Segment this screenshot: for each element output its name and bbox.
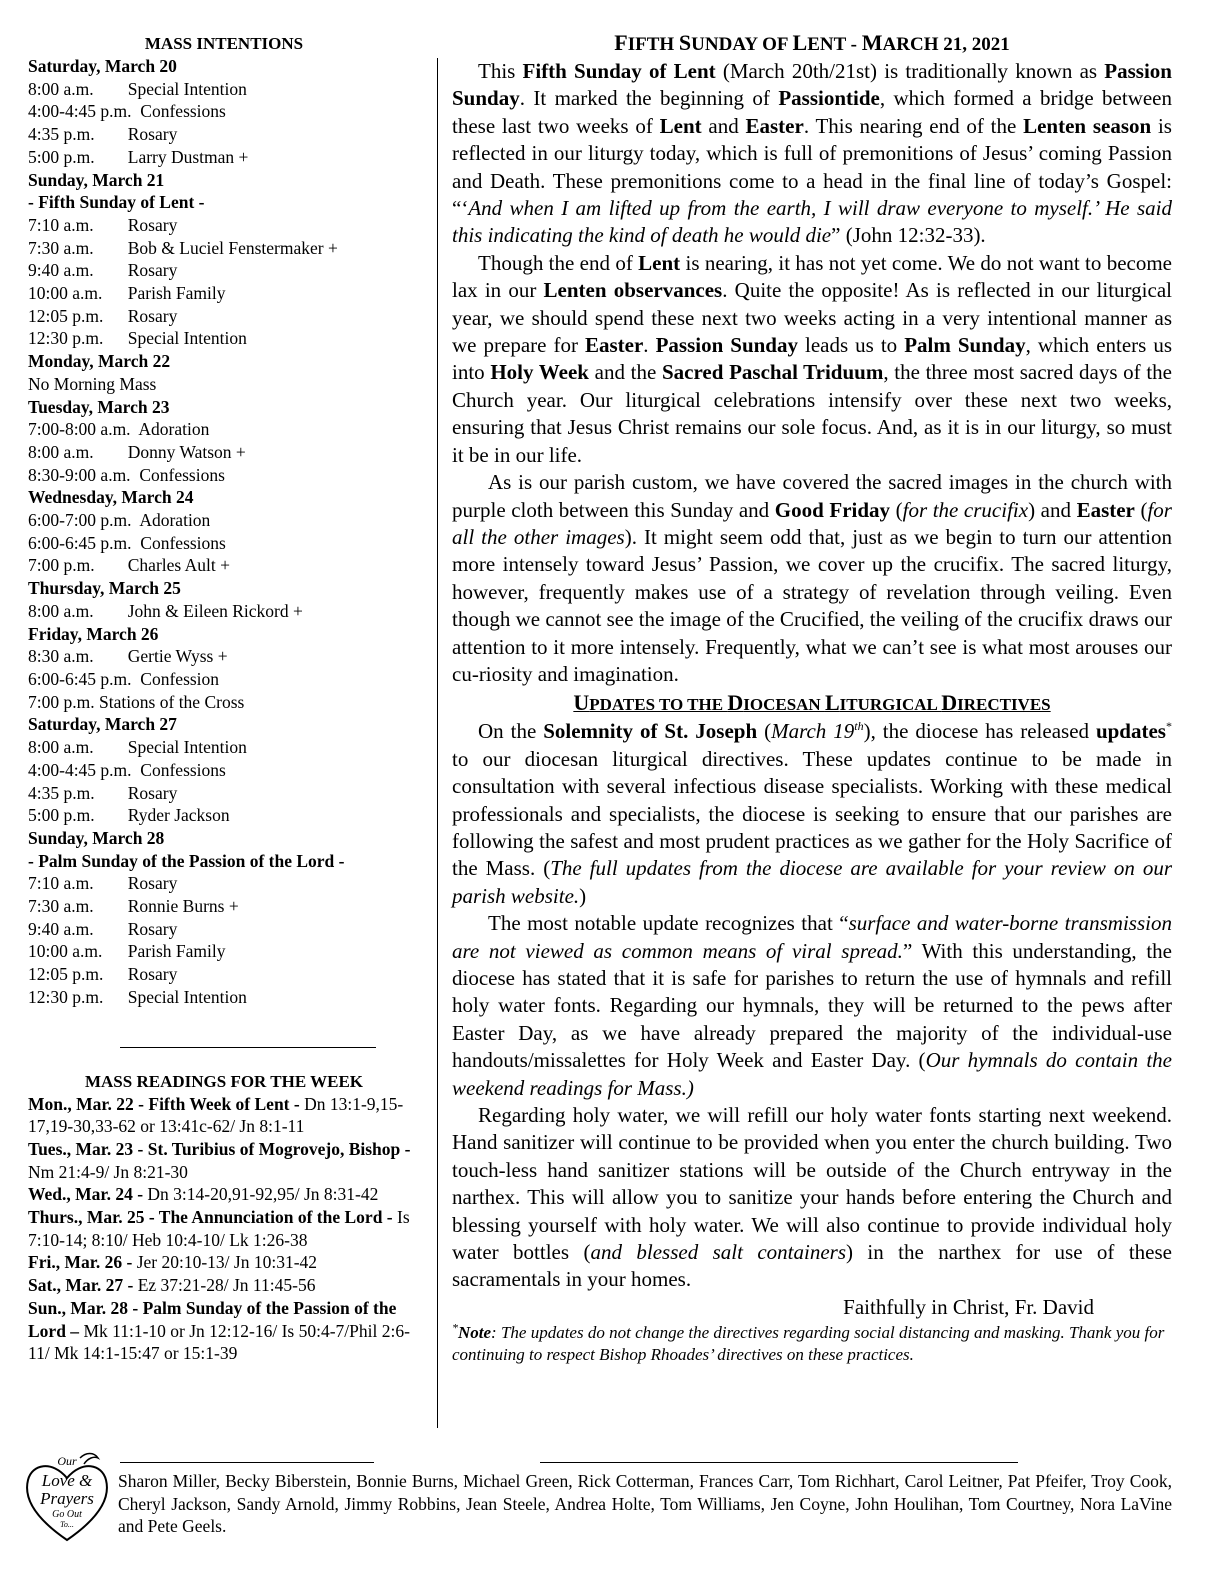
- intention-text: Special Intention: [127, 78, 247, 99]
- bold-text: Passion Sunday: [452, 59, 1172, 111]
- reading-day: Tues., Mar. 23 - St. Turibius of Mogrovejo, Bishop -: [28, 1138, 411, 1159]
- text-run: and the: [588, 360, 662, 385]
- day-heading: Saturday, March 27: [28, 714, 177, 735]
- intention-text: Special Intention: [127, 328, 247, 349]
- intention-text: Confessions: [139, 464, 225, 485]
- mass-intention-row: [28, 918, 420, 941]
- intention-text: Rosary: [127, 782, 178, 803]
- text-run: (: [890, 497, 903, 522]
- heading-part: IOCESAN: [743, 695, 825, 715]
- mass-intention-row: [28, 169, 420, 192]
- intention-text: Confessions: [140, 532, 226, 553]
- intention-time: 6:00-7:00 p.m.: [28, 510, 132, 531]
- text-run: ” With this understanding, the diocese has stated that it is safe for parishes to return the use of hymnals and refill holy water fonts. Regarding our hymnals, they will be returned to the pews after Easter Day, as we have already prepared the majority of the individual-use handouts/missalettes for Holy Week and Easter Day. (: [452, 938, 1172, 1073]
- italic-text: for the crucifix: [902, 497, 1029, 522]
- reading-day: Sat., Mar. 27 -: [28, 1275, 138, 1296]
- mass-intention-row: [28, 396, 420, 419]
- reading-item: [28, 1093, 420, 1138]
- intention-text: Donny Watson +: [127, 441, 246, 462]
- mass-intention-row: [28, 123, 420, 146]
- mass-intention-row: [28, 78, 420, 101]
- reading-day: Thurs., Mar. 25 - The Annunciation of the Lord -: [28, 1207, 398, 1228]
- intention-time: 8:00 a.m.: [28, 600, 94, 621]
- text-run: Regarding holy water, we will refill our holy water fonts starting next weekend. Hand sanitizer will continue to be provided when you enter the church building. Two touch-less hand sanitizer stations will be outside of the Church entryway in the narthex. This will allow you to sanitize your hands before entering the Church and blessing yourself with holy water. We will also continue to provide individual holy water bottles (: [452, 1103, 1172, 1265]
- reading-citations: Nm 21:4-9/ Jn 8:21-30: [28, 1161, 188, 1182]
- mass-intention-row: [28, 782, 420, 805]
- intention-time: 8:30 a.m.: [28, 646, 94, 667]
- footnote: [452, 1322, 1172, 1366]
- reading-citations: Dn 13:1-9,15-17,19-30,33-62 or 13:41c-62/ Jn 8:1-11: [28, 1093, 404, 1137]
- intention-text: Rosary: [127, 918, 178, 939]
- heading-part: U: [573, 690, 590, 716]
- footnote-label: Note: [458, 1322, 492, 1342]
- intention-time: 7:10 a.m.: [28, 214, 94, 235]
- intention-text: Gertie Wyss +: [127, 646, 228, 667]
- mass-intention-row: [28, 464, 420, 487]
- mass-readings-list: [28, 1093, 420, 1365]
- intention-time: 12:05 p.m.: [28, 964, 104, 985]
- intention-text: Larry Dustman +: [127, 146, 249, 167]
- logo-word: Go Out: [52, 1509, 82, 1520]
- intention-time: 7:00 p.m.: [28, 555, 95, 576]
- mass-intention-row: [28, 645, 420, 668]
- footnote-text: : The updates do not change the directives regarding social distancing and masking. Thank you for continuing to respect Bishop Rhoades’ directives on these practices.: [452, 1322, 1165, 1364]
- bold-text: Holy Week: [490, 360, 589, 385]
- mass-intention-row: [28, 350, 420, 373]
- reading-day: Mon., Mar. 22 - Fifth Week of Lent -: [28, 1093, 305, 1114]
- superscript: *: [1165, 719, 1172, 734]
- reading-citations: Ez 37:21-28/ Jn 11:45-56: [137, 1275, 316, 1296]
- reading-citations: Is 7:10-14; 8:10/ Heb 10:4-10/ Lk 1:26-38: [28, 1207, 410, 1250]
- mass-intention-row: [28, 804, 420, 827]
- intention-time: 10:00 a.m.: [28, 283, 103, 304]
- heart-logo-icon: [22, 1448, 112, 1548]
- intention-time: 6:00-6:45 p.m.: [28, 532, 132, 553]
- italic-text: for all the other images: [452, 497, 1172, 549]
- reading-citations: Dn 3:14-20,91-92,95/ Jn 8:31-42: [147, 1184, 379, 1205]
- italic-text: And when I am lifted up from the earth, I will draw everyone to myself.’ He said this indicating the kind of death he would die: [452, 196, 1172, 248]
- mass-intention-row: [28, 850, 420, 873]
- mass-intention-row: [28, 691, 420, 714]
- mass-intention-row: [28, 55, 420, 78]
- mass-intention-row: [28, 827, 420, 850]
- section-divider: [120, 1047, 376, 1048]
- bold-text: Lent: [659, 113, 702, 138]
- mass-intention-row: [28, 532, 420, 555]
- intention-text: Rosary: [127, 964, 178, 985]
- reading-citations: Jer 20:10-13/ Jn 10:31-42: [136, 1252, 318, 1273]
- text-run: On the: [478, 719, 544, 744]
- column-divider: [437, 58, 438, 1428]
- bold-text: Easter: [584, 333, 644, 358]
- text-run: . It marked the beginning of: [519, 86, 779, 111]
- intention-text: Rosary: [127, 124, 178, 145]
- intention-text: Parish Family: [127, 283, 226, 304]
- text-run: This: [478, 59, 523, 83]
- intention-text: Ryder Jackson: [127, 805, 230, 826]
- intention-time: 4:00-4:45 p.m.: [28, 101, 132, 122]
- mass-intention-row: [28, 759, 420, 782]
- mass-intention-row: [28, 577, 420, 600]
- mass-intention-row: [28, 623, 420, 646]
- intention-time: 9:40 a.m.: [28, 260, 94, 281]
- paragraph: [452, 469, 1172, 688]
- day-heading: - Fifth Sunday of Lent -: [28, 192, 205, 213]
- reading-item: [28, 1297, 420, 1365]
- text-run: ). It might seem odd that, just as we begin to turn our attention more intensely toward Jesus’ Passion, we cover up the crucifix. The sacred liturgy, however, frequently makes use of a strategy of revelation through veiling. Even though we cannot see the image of the Crucified, the veiling of the crucifix draws our attention to it more intensely. Frequently, what we can’t see is what most arouses our cu-riosity and imagination.: [452, 524, 1172, 686]
- intention-time: 4:00-4:45 p.m.: [28, 759, 132, 780]
- mass-intention-row: [28, 600, 420, 623]
- bold-text: Passiontide: [778, 86, 880, 111]
- italic-text: Our hymnals do contain the weekend readings for Mass.): [452, 1048, 1173, 1100]
- intention-text: Parish Family: [127, 941, 226, 962]
- mass-intention-row: [28, 191, 420, 214]
- paragraph: [452, 58, 1172, 250]
- bold-text: updates: [1095, 719, 1166, 744]
- day-heading: Friday, March 26: [28, 623, 159, 644]
- heading-part: UNDAY OF: [691, 34, 793, 55]
- prayer-list: Sharon Miller, Becky Biberstein, Bonnie Burns, Michael Green, Rick Cotterman, Frances Carr, Tom Richhart, Carol Leitner, Pat Pfeifer, Troy Cook, Cheryl Jackson, Sandy Arnold, Jimmy Robbins, Jean Steele, Andrea Holte, Tom Williams, Jen Coyne, John Houlihan, Tom Courtney, Nora LaVine and Pete Geels.: [118, 1471, 1172, 1537]
- mass-intention-row: [28, 940, 420, 963]
- article-heading: [452, 30, 1172, 58]
- intention-text: Rosary: [127, 260, 178, 281]
- paragraph: [452, 718, 1172, 910]
- reading-item: [28, 1138, 420, 1183]
- reading-day: Fri., Mar. 26 -: [28, 1252, 137, 1273]
- intention-text: Rosary: [127, 873, 178, 894]
- text-run: , which formed a bridge between these last two weeks of: [452, 86, 1172, 138]
- heading-part: PDATES TO THE: [589, 695, 728, 715]
- reading-citations: Mk 11:1-10 or Jn 12:12-16/ Is 50:4-7/Phil 2:6-11/ Mk 14:1-15:47 or 15:1-39: [28, 1320, 410, 1364]
- italic-text: March 19: [771, 719, 855, 744]
- footnote-star: *: [452, 1320, 458, 1335]
- text-run: is reflected in our liturgy today, which is full of premonitions of Jesus’ coming Passion and Death. These premonitions come to a head in the final line of today’s Gospel: “‘: [452, 113, 1172, 221]
- text-run: is nearing, it has not yet come. We do not want to become lax in our: [452, 250, 1173, 303]
- day-heading: Tuesday, March 23: [28, 396, 170, 417]
- bold-text: Passion Sunday: [655, 333, 798, 358]
- text-run: . This nearing end of the: [803, 113, 1024, 138]
- intention-time: 12:05 p.m.: [28, 305, 104, 326]
- prayer-divider-right: [540, 1462, 1018, 1463]
- intention-time: 4:35 p.m.: [28, 124, 95, 145]
- mass-intention-row: [28, 305, 420, 328]
- paragraph: [452, 250, 1172, 469]
- bold-text: Easter: [1076, 497, 1135, 522]
- intention-text: Rosary: [127, 305, 178, 326]
- mass-intentions-list: [28, 55, 420, 1009]
- intention-time: 8:00 a.m.: [28, 441, 94, 462]
- text-run: to our diocesan liturgical directives. These updates continue to be made in consultation with several infectious disease specialists. Working with these medical professionals and specialists, the diocese is seeking to ensure that our parishes are following the safest and most prudent practices as we gather for the Holy Sacrifice of the Mass. (: [452, 746, 1172, 881]
- text-run: ), the diocese has released: [863, 719, 1096, 744]
- mass-intention-row: [28, 282, 420, 305]
- signoff: Faithfully in Christ, Fr. David: [843, 1294, 1094, 1319]
- heading-part: ITURGICAL: [839, 695, 942, 715]
- bold-text: Lenten season: [1023, 113, 1152, 138]
- reading-item: [28, 1206, 420, 1251]
- text-run: (: [1134, 497, 1148, 522]
- intention-time: 4:35 p.m.: [28, 782, 95, 803]
- mass-intention-row: [28, 963, 420, 986]
- bold-text: Lenten observances: [543, 278, 723, 303]
- mass-intention-row: [28, 373, 420, 396]
- day-heading: - Palm Sunday of the Passion of the Lord -: [28, 850, 345, 871]
- mass-intention-row: [28, 146, 420, 169]
- updates-heading: [452, 690, 1172, 718]
- intention-text: Confession: [140, 668, 220, 689]
- mass-intention-row: [28, 554, 420, 577]
- reading-item: [28, 1183, 420, 1206]
- intention-time: 8:00 a.m.: [28, 78, 94, 99]
- text-run: and: [701, 113, 746, 138]
- logo-word: To...: [60, 1520, 74, 1529]
- reading-item: [28, 1251, 420, 1274]
- intention-time: 8:30-9:00 a.m.: [28, 464, 131, 485]
- intention-time: 7:30 a.m.: [28, 237, 94, 258]
- intention-text: Special Intention: [127, 737, 247, 758]
- text-run: leads us to: [797, 333, 905, 358]
- intention-text: Special Intention: [127, 986, 247, 1007]
- intention-text: John & Eileen Rickord +: [127, 600, 303, 621]
- text-run: ) in the narthex for use of these sacramentals in your homes.: [452, 1240, 1172, 1292]
- text-run: ): [579, 883, 587, 908]
- heading-part: F: [614, 30, 628, 55]
- intention-time: 6:00-6:45 p.m.: [28, 668, 132, 689]
- bold-text: Easter: [745, 113, 804, 138]
- italic-text: The full updates from the diocese are available for your review on our parish website.: [452, 856, 1172, 908]
- mass-intention-row: [28, 713, 420, 736]
- prayer-divider-left: [120, 1462, 374, 1463]
- intention-time: 12:30 p.m.: [28, 986, 104, 1007]
- mass-intention-row: [28, 418, 420, 441]
- day-heading: Sunday, March 21: [28, 169, 165, 190]
- reading-day: Sun., Mar. 28 - Palm Sunday of the Passion of the Lord –: [28, 1297, 397, 1341]
- intention-time: 5:00 p.m.: [28, 146, 95, 167]
- mass-intention-row: [28, 441, 420, 464]
- heading-part: M: [861, 30, 883, 55]
- logo-word: Our: [57, 1454, 77, 1468]
- mass-intentions-title: MASS INTENTIONS: [144, 34, 304, 53]
- bold-text: Good Friday: [774, 497, 891, 522]
- heading-part: D: [727, 690, 744, 716]
- mass-intention-row: [28, 327, 420, 350]
- mass-intention-row: [28, 259, 420, 282]
- reading-item: [28, 1274, 420, 1297]
- reading-day: Wed., Mar. 24 -: [28, 1184, 148, 1205]
- text-run: , the three most sacred days of the Church year. Our liturgical celebrations intensify over these next two weeks, ensuring that Jesus Christ remains our sole focus. And, as it is in our liturgy, so must it be in our life.: [452, 360, 1172, 467]
- logo-word: Love &: [41, 1471, 93, 1490]
- bold-text: Palm Sunday: [904, 333, 1026, 358]
- intention-text: Bob & Luciel Fenstermaker +: [127, 237, 338, 258]
- right-column: [452, 30, 1172, 1366]
- intention-time: 12:30 p.m.: [28, 328, 104, 349]
- bold-text: Solemnity of St. Joseph: [543, 719, 758, 744]
- intention-time: 7:10 a.m.: [28, 873, 94, 894]
- intention-time: 8:00 a.m.: [28, 737, 94, 758]
- intention-text: Adoration: [139, 510, 211, 531]
- updates-body: [452, 718, 1172, 1294]
- intention-text: Rosary: [127, 214, 178, 235]
- intention-time: 10:00 a.m.: [28, 941, 103, 962]
- mass-intention-row: [28, 895, 420, 918]
- paragraph: [452, 910, 1172, 1102]
- heading-part: S: [678, 30, 692, 55]
- heading-part: D: [941, 690, 958, 716]
- intention-time: 9:40 a.m.: [28, 918, 94, 939]
- day-heading: Sunday, March 28: [28, 827, 165, 848]
- intention-text: 7:00 p.m. Stations of the Cross: [28, 691, 245, 712]
- day-heading: Monday, March 22: [28, 351, 171, 372]
- intention-text: Confessions: [140, 759, 226, 780]
- text-run: , which enters us into: [452, 333, 1173, 385]
- mass-intention-row: [28, 214, 420, 237]
- logo-word: Prayers: [40, 1489, 94, 1508]
- bold-text: Sacred Paschal Triduum: [661, 360, 884, 385]
- day-heading: Wednesday, March 24: [28, 487, 194, 508]
- mass-intention-row: [28, 100, 420, 123]
- intention-text: No Morning Mass: [28, 373, 157, 394]
- mass-intention-row: [28, 668, 420, 691]
- text-run: ” (John 12:32-33).: [831, 223, 986, 248]
- mass-intention-row: [28, 237, 420, 260]
- paragraph: [452, 1102, 1172, 1294]
- mass-readings-title: MASS READINGS FOR THE WEEK: [84, 1071, 364, 1091]
- heading-part: IFTH: [627, 34, 679, 55]
- intention-time: 7:00-8:00 a.m.: [28, 419, 131, 440]
- heading-part: ARCH 21, 2021: [882, 34, 1010, 55]
- mass-intention-row: [28, 486, 420, 509]
- text-run: (: [757, 719, 772, 744]
- text-run: .: [643, 333, 656, 358]
- heading-part: L: [792, 30, 808, 55]
- text-run: Though the end of: [478, 250, 639, 275]
- text-run: ) and: [1028, 497, 1077, 522]
- text-run: . Quite the opposite! As is reflected in our liturgical year, we should spend these next two weeks acting in a very intentional manner as we prepare for: [452, 278, 1172, 358]
- article-body: [452, 58, 1172, 688]
- text-run: As is our parish custom, we have covered the sacred images in the church with purple cloth between this Sunday and: [452, 470, 1172, 522]
- heading-part: L: [824, 690, 840, 716]
- bold-text: Fifth Sunday of Lent: [522, 59, 716, 83]
- intention-time: 7:30 a.m.: [28, 896, 94, 917]
- mass-intention-row: [28, 872, 420, 895]
- bold-text: Lent: [638, 250, 681, 275]
- day-heading: Saturday, March 20: [28, 56, 177, 76]
- text-run: (March 20th/21st) is traditionally known as: [715, 59, 1105, 83]
- text-run: The most notable update recognizes that “: [488, 911, 849, 936]
- superscript: th: [854, 719, 864, 734]
- italic-text: surface and water-borne transmission are not viewed as common means of viral spread.: [452, 911, 1172, 963]
- mass-intention-row: [28, 736, 420, 759]
- heading-part: ENT -: [807, 34, 862, 55]
- heading-part: IRECTIVES: [957, 695, 1051, 715]
- intention-text: Confessions: [140, 101, 226, 122]
- intention-text: Adoration: [138, 419, 210, 440]
- intention-text: Charles Ault +: [127, 555, 230, 576]
- day-heading: Thursday, March 25: [28, 578, 181, 599]
- mass-intention-row: [28, 986, 420, 1009]
- intention-time: 5:00 p.m.: [28, 805, 95, 826]
- intention-text: Ronnie Burns +: [127, 896, 239, 917]
- left-column: [28, 32, 420, 1365]
- mass-intention-row: [28, 509, 420, 532]
- italic-text: and blessed salt containers: [590, 1240, 847, 1265]
